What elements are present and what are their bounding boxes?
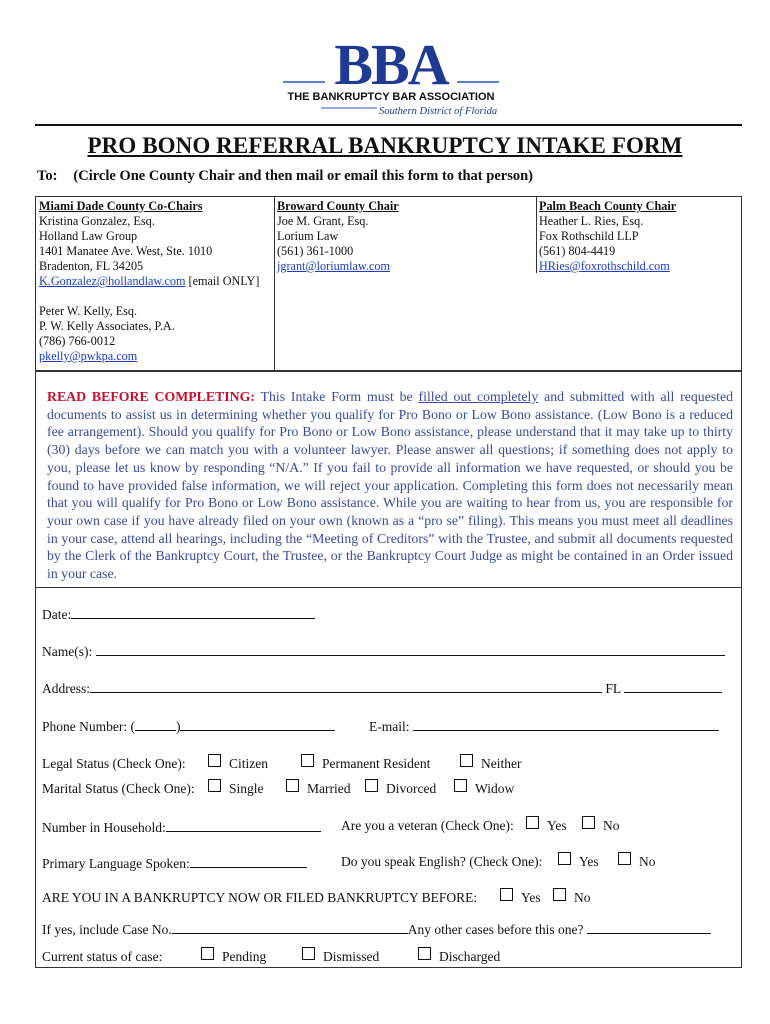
instructions-text — [47, 388, 733, 583]
checkbox[interactable] — [301, 754, 314, 767]
language-label: Primary Language Spoken: — [42, 856, 190, 871]
divorced-option[interactable] — [365, 779, 436, 797]
miami-line: Bradenton, FL 34205 — [39, 259, 144, 273]
veteran-yes-option[interactable] — [526, 816, 567, 834]
option-label: Widow — [475, 781, 515, 796]
legal-status-label: Legal Status (Check One): — [42, 756, 186, 771]
county-chairs-table — [35, 196, 742, 371]
palm-line: (561) 804-4419 — [539, 244, 616, 258]
checkbox[interactable] — [618, 852, 631, 865]
miami-line: Holland Law Group — [39, 229, 138, 243]
bankruptcy-question: ARE YOU IN A BANKRUPTCY NOW OR FILED BANKRUPTCY BEFORE: — [42, 890, 478, 905]
checkbox[interactable] — [201, 947, 214, 960]
checkbox[interactable] — [302, 947, 315, 960]
case-no-label: If yes, include Case No. — [42, 922, 172, 937]
other-cases-label: Any other cases before this one? — [407, 922, 584, 937]
language-field[interactable] — [190, 854, 307, 868]
logo-letters: BBA — [334, 38, 448, 97]
discharged-option[interactable] — [418, 947, 500, 965]
palm-heading: Palm Beach County Chair — [539, 199, 677, 213]
veteran-no-option[interactable] — [582, 816, 620, 834]
palm-line: Heather L. Ries, Esq. — [539, 214, 644, 228]
to-line — [37, 168, 533, 185]
option-label: No — [574, 890, 591, 905]
broward-line: Joe M. Grant, Esq. — [277, 214, 369, 228]
phone-paren: ) — [175, 719, 181, 734]
other-cases-field[interactable] — [587, 920, 711, 934]
case-no-field[interactable] — [172, 920, 408, 934]
checkbox[interactable] — [553, 888, 566, 901]
option-label: Single — [229, 781, 264, 796]
checkbox[interactable] — [558, 852, 571, 865]
permanent-resident-option[interactable] — [301, 754, 430, 772]
miami-heading: Miami Dade County Co-Chairs — [39, 199, 203, 213]
palm-email-link[interactable]: HRies@foxrothschild.com — [539, 259, 670, 273]
option-label: No — [639, 854, 656, 869]
date-row — [42, 605, 315, 623]
dismissed-option[interactable] — [302, 947, 379, 965]
date-label: Date: — [42, 607, 72, 622]
english-yes-option[interactable] — [558, 852, 599, 870]
date-field[interactable] — [71, 605, 315, 619]
option-label: Married — [307, 781, 351, 796]
area-code-field[interactable] — [135, 717, 176, 731]
option-label: Permanent Resident — [322, 756, 431, 771]
option-label: Neither — [481, 756, 522, 771]
option-label: Yes — [547, 818, 567, 833]
names-row — [42, 642, 725, 660]
miami-email-link[interactable]: K.Gonzalez@hollandlaw.com — [39, 274, 186, 288]
logo-district: Southern District of Florida — [378, 106, 498, 117]
names-field[interactable] — [96, 642, 725, 656]
miami-second-line: Peter W. Kelly, Esq. — [39, 304, 138, 318]
to-label: To: — [37, 168, 58, 184]
instructions-part: and submitted with all requested documents to assist us in determining whether you qualify for Pro Bono or Low Bono assistance. (Low Bono is a reduced fee arrangement). Should you qualify for Pro Bono or Low Bono assistance, please understand that it may take up to thirty (30) days before we can match you with a volunteer lawyer. Please answer all questions; if something does not apply to you, please let us know by responding “N/A.” If you fail to provide all information we have requested, or should you be found to have provided false information, we will reject your application. Completing this form does not necessarily mean that you will qualify for Pro Bono or Low Bono assistance. While you are waiting to hear from us, you are responsible for your own case if you have already filed on your own (known as a “pro se” filing). This means you must meet all deadlines in your case, attend all hearings, including the “Meeting of Creditors” with the Trustee, and submit all documents requested by the Clerk of the Bankruptcy Court, the Trustee, or the Bankruptcy Court Judge as might be contained in an Order issued in your case. — [47, 389, 733, 582]
palm-line: Fox Rothschild LLP — [539, 229, 639, 243]
email-label: E-mail: — [369, 719, 410, 734]
language-row — [42, 854, 307, 872]
checkbox[interactable] — [526, 816, 539, 829]
checkbox[interactable] — [365, 779, 378, 792]
pending-option[interactable] — [201, 947, 266, 965]
broward-line: Lorium Law — [277, 229, 339, 243]
checkbox[interactable] — [418, 947, 431, 960]
email-field[interactable] — [413, 717, 719, 731]
checkbox[interactable] — [454, 779, 467, 792]
phone-row — [42, 717, 335, 735]
bba-logo — [283, 38, 499, 120]
bankruptcy-yes-option[interactable] — [500, 888, 541, 906]
intake-form — [35, 588, 742, 968]
address-label: Address: — [42, 681, 90, 696]
broward-email-link[interactable]: jgrant@loriumlaw.com — [277, 259, 390, 273]
checkbox[interactable] — [208, 754, 221, 767]
option-label: Dismissed — [323, 949, 380, 964]
option-label: Yes — [521, 890, 541, 905]
english-no-option[interactable] — [618, 852, 656, 870]
neither-option[interactable] — [460, 754, 521, 772]
broward-heading: Broward County Chair — [277, 199, 399, 213]
instructions-emphasis: filled out completely — [418, 389, 539, 404]
widow-option[interactable] — [454, 779, 514, 797]
single-option[interactable] — [208, 779, 264, 797]
citizen-option[interactable] — [208, 754, 268, 772]
broward-line: (561) 361-1000 — [277, 244, 354, 258]
option-label: Divorced — [386, 781, 437, 796]
checkbox[interactable] — [208, 779, 221, 792]
phone-field[interactable] — [180, 717, 335, 731]
case-no-row — [42, 920, 711, 938]
miami-second-email-link[interactable]: pkelly@pwkpa.com — [39, 349, 138, 363]
phone-label: Phone Number: ( — [42, 719, 135, 734]
read-before-label: READ BEFORE COMPLETING: — [47, 389, 255, 404]
bankruptcy-no-option[interactable] — [553, 888, 591, 906]
household-row — [42, 818, 321, 836]
household-field[interactable] — [166, 818, 321, 832]
miami-second-line: (786) 766-0012 — [39, 334, 116, 348]
miami-second-line: P. W. Kelly Associates, P.A. — [39, 319, 175, 333]
option-label: Pending — [222, 949, 267, 964]
married-option[interactable] — [286, 779, 350, 797]
broward-column — [277, 199, 537, 274]
logo-org-name: THE BANKRUPTCY BAR ASSOCIATION — [287, 91, 495, 103]
instructions-part: This Intake Form must be — [254, 389, 419, 404]
marital-status-label: Marital Status (Check One): — [42, 781, 195, 796]
household-label: Number in Household: — [42, 820, 166, 835]
email-only-note: [email ONLY] — [185, 274, 260, 288]
address-row — [42, 679, 722, 697]
fl-label: FL — [605, 681, 621, 696]
option-label: Yes — [579, 854, 599, 869]
to-instructions: (Circle One County Chair and then mail or email this form to that person) — [73, 168, 533, 184]
page-title: PRO BONO REFERRAL BANKRUPTCY INTAKE FORM — [87, 133, 683, 158]
instructions-box — [35, 371, 742, 588]
checkbox[interactable] — [582, 816, 595, 829]
option-label: No — [603, 818, 620, 833]
miami-line: 1401 Manatee Ave. West, Ste. 1010 — [39, 244, 213, 258]
title-rule — [35, 124, 742, 126]
checkbox[interactable] — [500, 888, 513, 901]
names-label: Name(s): — [42, 644, 93, 659]
current-status-label: Current status of case: — [42, 949, 163, 964]
address-field[interactable] — [90, 679, 602, 693]
checkbox[interactable] — [286, 779, 299, 792]
veteran-label: Are you a veteran (Check One): — [341, 818, 514, 833]
english-label: Do you speak English? (Check One): — [341, 854, 543, 869]
zip-field[interactable] — [624, 679, 722, 693]
miami-line: Kristina Gonzalez, Esq. — [39, 214, 155, 228]
checkbox[interactable] — [460, 754, 473, 767]
option-label: Citizen — [229, 756, 268, 771]
palm-beach-column — [539, 199, 739, 274]
miami-second-contact — [39, 304, 175, 364]
option-label: Discharged — [439, 949, 501, 964]
email-row — [369, 717, 719, 735]
miami-dade-column — [39, 199, 273, 289]
